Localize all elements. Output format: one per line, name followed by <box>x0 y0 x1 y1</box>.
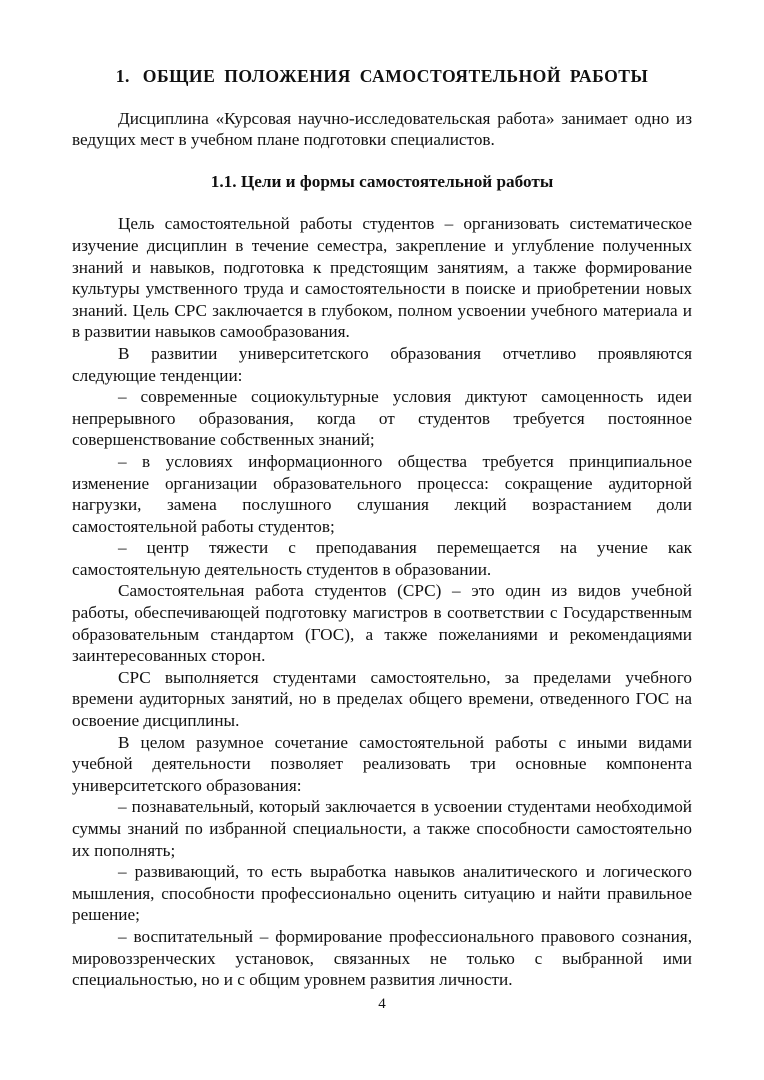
paragraph-goal: Цель самостоятельной работы студентов – организовать систематическое изучение дисциплин в течение семестра, закрепление и углубление полученных знаний и навыков, подготовка к предстоящим занятиям, а также формирование культуры умственного труда и самостоятельности в поиске и приобретении новых знаний. Цель СРС заключается в глубоком, полном усвоении учебного материала и в развитии навыков самообразования. <box>72 214 692 342</box>
intro-paragraph: Дисциплина «Курсовая научно-исследовательская работа» занимает одно из ведущих мест в учебном плане подготовки специалистов. <box>72 108 692 150</box>
paragraph-components-intro: В целом разумное сочетание самостоятельной работы с иными видами учебной деятельности позволяет реализовать три основные компонента университетского образования: <box>72 732 692 795</box>
paragraph-trends-intro: В развитии университетского образования отчетливо проявляются следующие тенденции: <box>72 343 692 385</box>
paragraph-component-cognitive: – познавательный, который заключается в усвоении студентами необходимой суммы знаний по избранной специальности, а также способности самостоятельно их пополнять; <box>72 797 692 860</box>
paragraph-src-execution: СРС выполняется студентами самостоятельно, за пределами учебного времени аудиторных занятий, но в пределах общего времени, отведенного ГОС на освоение дисциплины. <box>72 667 692 731</box>
section-title: ОБЩИЕ ПОЛОЖЕНИЯ САМОСТОЯТЕЛЬНОЙ РАБОТЫ <box>142 66 649 86</box>
paragraph-src-definition: Самостоятельная работа студентов (СРС) – это один из видов учебной работы, обеспечивающей подготовку магистров в соответствии с Государственным образовательным стандартом (ГОС), а также пожеланиями и рекомендациями заинтересованных сторон. <box>72 581 692 666</box>
paragraph-component-educational: – воспитательный – формирование профессионального правового сознания, мировоззренческих установок, связанных не только с выбранной ими специальностью, но и с общим уровнем развития личности. <box>72 926 692 990</box>
page-content <box>72 66 692 991</box>
section-number: 1. <box>115 66 130 86</box>
paragraph-trend-2: – в условиях информационного общества требуется принципиальное изменение организации образовательного процесса: сокращение аудиторной нагрузки, замена послушного слушания лекций возрастанием доли самостоятельной работы студентов; <box>72 451 692 536</box>
paragraph-trend-1: – современные социокультурные условия диктуют самоценность идеи непрерывного образования, когда от студентов требуется постоянное совершенствование собственных знаний; <box>72 387 692 450</box>
paragraph-trend-3: – центр тяжести с преподавания перемещается на учение как самостоятельную деятельность студентов в образовании. <box>72 538 692 579</box>
paragraph-component-developing: – развивающий, то есть выработка навыков аналитического и логического мышления, способности профессионально оценить ситуацию и найти правильное решение; <box>72 862 692 925</box>
section-heading <box>72 66 692 88</box>
subsection-heading: 1.1. Цели и формы самостоятельной работы <box>210 171 554 191</box>
page-number: 4 <box>378 996 386 1012</box>
